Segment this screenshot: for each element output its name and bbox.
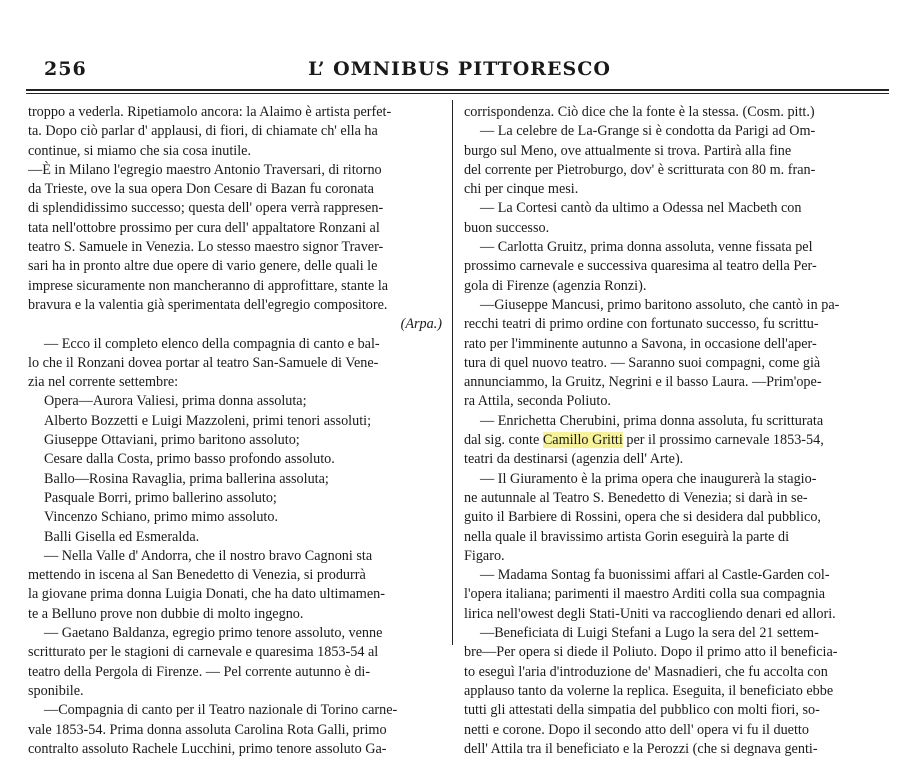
page-title: L’ OMNIBUS PITTORESCO [308,58,611,80]
text-line: troppo a vederla. Ripetiamolo ancora: la Alaimo è artista perfet- [28,104,392,120]
text-line: teatro della Pergola di Firenze. — Pel corrente autunno è di- [28,663,371,680]
text-line: continue, si miamo che sia cosa inutile. [28,142,252,159]
text-line: tutti gli attestati della simpatia del pubblico con molti fiori, so- [464,702,820,719]
text-line: nella quale il bravissimo artista Gorin eseguirà la parte di [464,528,790,545]
text-line: tata nell'ottobre prossimo per cura dell' appaltatore Ronzani al [28,219,380,236]
highlighted-line: dal sig. conte Camillo Gritti per il prossimo carnevale 1853-54, [464,432,824,449]
text-line: — La Cortesi cantò da ultimo a Odessa nel Macbeth con [480,200,802,217]
text-line: rato per l'imminente autunno a Savona, in occasione dell'aper- [464,335,817,352]
text-line: —Giuseppe Mancusi, primo baritono assoluto, che cantò in pa- [480,296,840,313]
text-line: bre—Per opera si diede il Poliuto. Dopo il primo atto il beneficia- [464,644,838,661]
text-line: —Beneficiata di Luigi Stefani a Lugo la sera del 21 settem- [480,625,819,642]
text-line: la giovane prima donna Luigia Donati, che ha dato ultimamen- [28,586,385,603]
highlighted-name: Camillo Gritti [542,432,623,449]
text-line: netti e corone. Dopo il secondo atto dell' opera vi fu il duetto [464,721,809,738]
text-line: dell' Attila tra il beneficiato e la Perozzi (che si degnava genti- [464,740,818,757]
text-line: lirica nell'owest degli Stati-Uniti va raccogliendo denari ed allori. [464,605,836,622]
text-line: — Carlotta Gruitz, prima donna assoluta, venne fissata pel [480,239,813,256]
text-line: teatro S. Samuele in Venezia. Lo stesso maestro signor Traver- [28,239,384,256]
text-line: scritturato per le stagioni di carnevale e quaresima 1853-54 al [28,644,379,661]
text-line: prossimo carnevale e successiva quaresima al teatro della Per- [464,258,817,275]
text-line: l'opera italiana; parimenti il maestro Arditi colla sua compagnia [464,586,826,603]
text-line: del corrente per Pietroburgo, dov' è scritturata con 80 m. fran- [464,161,816,178]
text-line: Figaro. [464,547,505,564]
text-line: — La celebre de La-Grange si è condotta da Parigi ad Om- [480,123,816,140]
text-line: to eseguì l'aria d'introduzione de' Masnadieri, che fu accolta con [464,663,828,680]
text-line: ra Attila, seconda Poliuto. [464,393,611,410]
list-item: Opera—Aurora Valiesi, prima donna assoluta; [44,393,307,410]
text-line: guito il Barbiere di Rossini, opera che si desidera dal pubblico, [464,509,821,526]
text-line: da Trieste, ove la sua opera Don Cesare di Bazan fu coronata [28,181,374,198]
text-line: — Gaetano Baldanza, egregio primo tenore assoluto, venne [44,625,383,642]
list-item: Ballo—Rosina Ravaglia, prima ballerina assoluta; [44,470,329,487]
list-item: Giuseppe Ottaviani, primo baritono assoluto; [44,432,300,449]
text-line: tura di quel nuovo teatro. — Saranno suoi compagni, come già [464,354,821,371]
page-header [0,0,919,98]
text-line: annunciammo, la Gruitz, Negrini e il basso Laura. —Prim'ope- [464,374,822,391]
text-line: ne autunnale al Teatro S. Benedetto di Venezia; si darà in se- [464,489,808,506]
text-line: — Ecco il completo elenco della compagnia di canto e bal- [44,335,380,352]
text-line: chi per cinque mesi. [464,181,579,198]
right-column [464,103,888,759]
text-line: — Madama Sontag fa buonissimi affari al Castle-Garden col- [480,567,830,584]
text-line: ta. Dopo ciò parlar d' applausi, di fiori, di chiamate ch' ella ha [28,123,378,140]
text-line: burgo sul Meno, ove attualmente si trova. Partirà alla fine [464,142,792,159]
text-line: contralto assoluto Rachele Lucchini, primo tenore assoluto Ga- [28,740,387,757]
left-column [28,103,442,759]
text-line: vale 1853-54. Prima donna assoluta Carolina Rota Galli, primo [28,721,387,738]
text-line: corrispondenza. Ciò dice che la fonte è la stessa. (Cosm. pitt.) [464,104,815,120]
text-line: bravura e la valentia già sperimentata dell'egregio compositore. [28,296,388,313]
text-line: recchi teatri di primo ordine con fortunato successo, fu scrittu- [464,316,819,333]
text-line: buon successo. [464,219,550,236]
page-number: 256 [44,58,87,80]
text-line: sponibile. [28,682,84,699]
text-line: — Il Giuramento è la prima opera che inaugurerà la stagio- [480,470,817,487]
text-line: te a Belluno prove non dubbie di molto ingegno. [28,605,304,622]
text-line: —Compagnia di canto per il Teatro nazionale di Torino carne- [44,702,398,719]
text-line: applauso tanto da volerne la replica. Eseguita, il beneficiato ebbe [464,682,834,699]
text-line: mettendo in iscena al San Benedetto di Venezia, si produrrà [28,567,366,584]
text-line: teatri da destinarsi (agenzia dell' Arte). [464,451,684,468]
text-line: imprese sicuramente non mancheranno di approfittare, stante la [28,277,389,294]
list-item: Pasquale Borri, primo ballerino assoluto; [44,489,277,506]
header-rule-thin [26,93,889,94]
text-line: zia nel corrente settembre: [28,374,179,391]
list-item: Vincenzo Schiano, primo mimo assoluto. [44,509,278,526]
source-citation: (Arpa.) [400,316,442,333]
list-item: Balli Gisella ed Esmeralda. [44,528,200,545]
text-line: sari ha in pronto altre due opere di vario genere, delle quali le [28,258,378,275]
text-line: — Nella Valle d' Andorra, che il nostro bravo Cagnoni sta [44,547,373,564]
list-item: Alberto Bozzetti e Luigi Mazzoleni, primi tenori assoluti; [44,412,372,429]
text-line: — Enrichetta Cherubini, prima donna assoluta, fu scritturata [480,412,824,429]
list-item: Cesare dalla Costa, primo basso profondo assoluto. [44,451,335,468]
text-line: —È in Milano l'egregio maestro Antonio Traversari, di ritorno [28,161,382,178]
header-rule [26,89,889,91]
text-line: gola di Firenze (agenzia Ronzi). [464,277,647,294]
text-line: lo che il Ronzani dovea portar al teatro San-Samuele di Vene- [28,354,379,371]
column-divider [452,100,453,645]
text-line: di splendidissimo successo; questa dell' opera verrà rappresen- [28,200,384,217]
